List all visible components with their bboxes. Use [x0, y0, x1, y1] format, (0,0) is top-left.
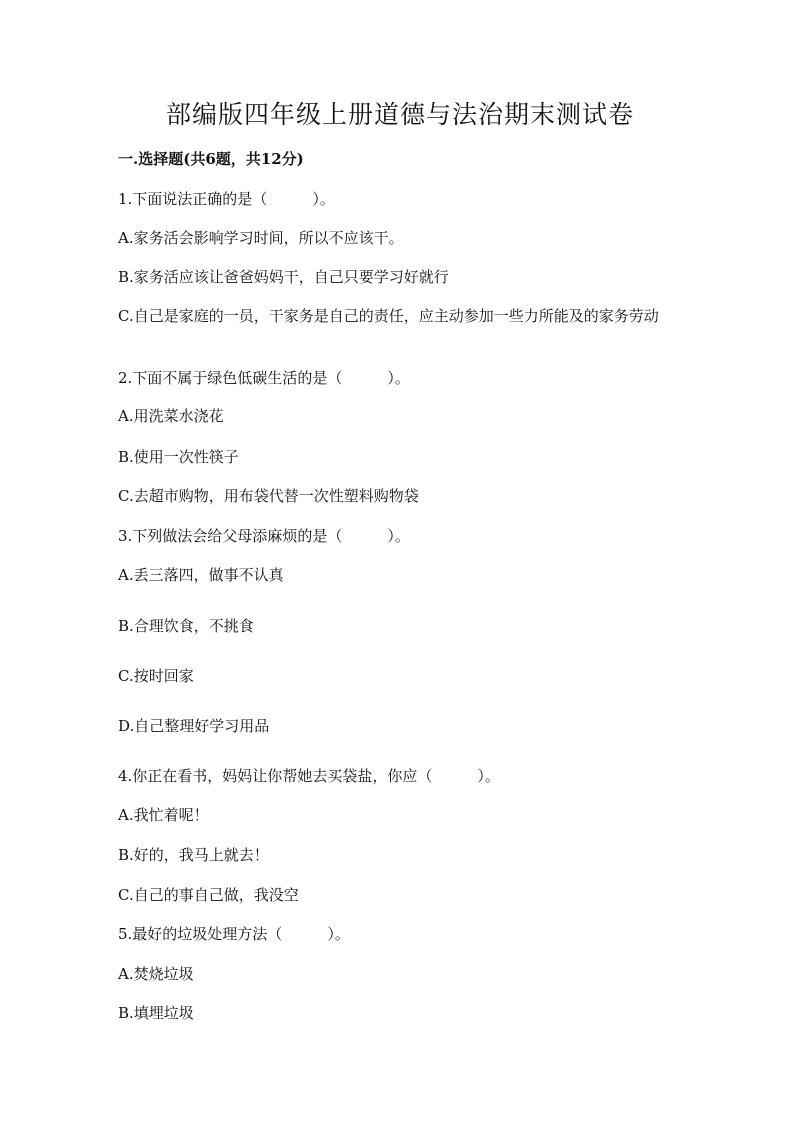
question-option: C.去超市购物，用布袋代替一次性塑料购物袋: [118, 487, 419, 505]
question-option: A.家务活会影响学习时间，所以不应该干。: [118, 229, 404, 247]
question-option: C.自己是家庭的一员，干家务是自己的责任，应主动参加一些力所能及的家务劳动: [118, 307, 659, 325]
page-title: 部编版四年级上册道德与法治期末测试卷: [165, 100, 634, 129]
question-stem: 2.下面不属于绿色低碳生活的是（ ）。: [118, 369, 410, 387]
question-option: B.好的，我马上就去！: [118, 846, 269, 864]
question-option: B.家务活应该让爸爸妈妈干，自己只要学习好就行: [118, 268, 449, 286]
question-option: B.填埋垃圾: [118, 1004, 194, 1022]
question-option: B.使用一次性筷子: [118, 448, 239, 466]
question-option: D.自己整理好学习用品: [118, 717, 270, 735]
question-stem: 1.下面说法正确的是（ ）。: [118, 190, 335, 208]
question-option: C.自己的事自己做，我没空: [118, 886, 299, 904]
question-stem: 3.下列做法会给父母添麻烦的是（ ）。: [118, 527, 410, 545]
question-option: A.用洗菜水浇花: [118, 407, 224, 425]
question-stem: 4.你正在看书，妈妈让你帮她去买袋盐，你应（ ）。: [118, 767, 500, 785]
question-option: B.合理饮食，不挑食: [118, 617, 254, 635]
question-option: C.按时回家: [118, 667, 194, 685]
question-option: A.丢三落四，做事不认真: [118, 566, 284, 584]
question-option: A.我忙着呢！: [118, 806, 209, 824]
section-heading: 一.选择题(共6题，共12分): [118, 150, 304, 168]
question-stem: 5.最好的垃圾处理方法（ ）。: [118, 925, 350, 943]
question-option: A.焚烧垃圾: [118, 965, 194, 983]
